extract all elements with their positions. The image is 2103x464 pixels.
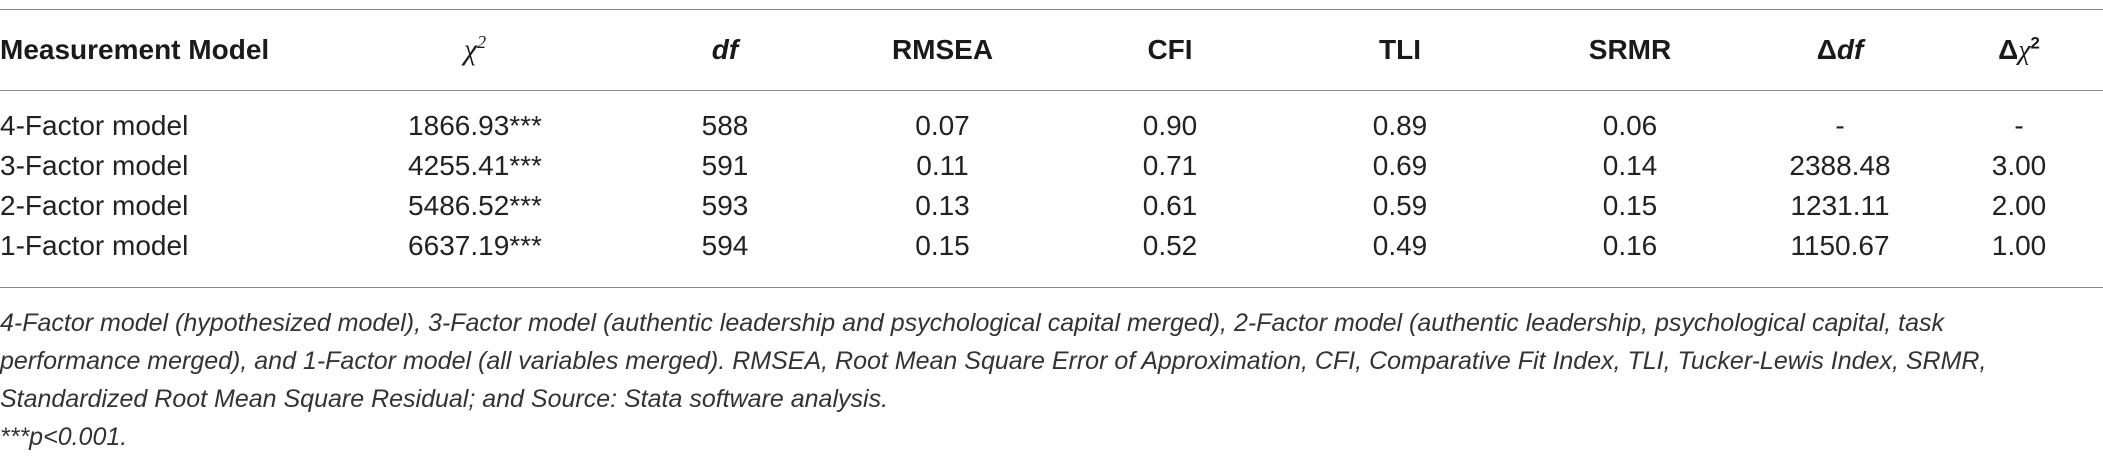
- header-delta-chi-square: [1935, 10, 2103, 90]
- cell-delta-chi-square: 3.00: [1991, 150, 2047, 181]
- header-df: df: [711, 34, 739, 65]
- header-srmr: SRMR: [1588, 34, 1672, 65]
- table-body: [0, 90, 2103, 266]
- cell-chi-square: 5486.52***: [408, 190, 542, 221]
- cell-df: 588: [701, 110, 749, 141]
- table-row: [0, 226, 2103, 266]
- cell-df: 591: [701, 150, 749, 181]
- cell-delta-chi-square: 1.00: [1991, 230, 2047, 261]
- cell-rmsea: 0.07: [915, 110, 970, 141]
- table-row: [0, 186, 2103, 226]
- cell-rmsea: 0.15: [915, 230, 970, 261]
- cell-rmsea: 0.11: [916, 150, 969, 181]
- cell-model: 1-Factor model: [0, 230, 189, 261]
- cell-tli: 0.69: [1372, 150, 1428, 181]
- cell-model: 2-Factor model: [0, 190, 189, 221]
- cell-model: 3-Factor model: [0, 150, 189, 181]
- header-delta-df-delta: Δ: [1816, 34, 1837, 65]
- cell-tli: 0.49: [1372, 230, 1428, 261]
- footnote-line: 4-Factor model (hypothesized model), 3-Factor model (authentic leadership and psychological capital merged), 2-Factor model (authentic leadership, psychological capital, task: [0, 309, 1945, 337]
- cell-cfi: 0.71: [1142, 150, 1198, 181]
- cell-cfi: 0.61: [1142, 190, 1198, 221]
- header-chi-superscript: 2: [477, 32, 487, 52]
- model-fit-table: [0, 10, 2103, 266]
- cell-srmr: 0.16: [1602, 230, 1658, 261]
- cell-tli: 0.89: [1372, 110, 1428, 141]
- cell-srmr: 0.15: [1602, 190, 1658, 221]
- cell-df: 593: [701, 190, 749, 221]
- header-delta-df-df: df: [1836, 34, 1864, 65]
- header-chi-square: [330, 10, 620, 90]
- footnote-line: performance merged), and 1-Factor model (all variables merged). RMSEA, Root Mean Square Error of Approximation, CFI, Comparative Fit Index, TLI, Tucker-Lewis Index, SRMR,: [0, 347, 1987, 375]
- header-tli: TLI: [1379, 34, 1421, 65]
- cell-chi-square: 4255.41***: [408, 150, 542, 181]
- cell-chi-square: 1866.93***: [408, 110, 542, 141]
- cell-model: 4-Factor model: [0, 110, 189, 141]
- significance-note: ***p<0.001.: [0, 423, 128, 451]
- header-cfi: CFI: [1147, 34, 1193, 65]
- table-footnote: [0, 304, 2090, 456]
- cell-srmr: 0.06: [1602, 110, 1658, 141]
- cell-srmr: 0.14: [1602, 150, 1658, 181]
- table-row: [0, 90, 2103, 146]
- cell-delta-chi-square: -: [2014, 110, 2024, 141]
- cell-delta-chi-square: 2.00: [1991, 190, 2047, 221]
- table-bottom-rule: [0, 287, 2103, 288]
- cell-cfi: 0.52: [1142, 230, 1198, 261]
- cell-chi-square: 6637.19***: [408, 230, 542, 261]
- footnote-line: Standardized Root Mean Square Residual; and Source: Stata software analysis.: [0, 385, 889, 413]
- header-delta-chi-delta: Δ: [1998, 33, 2019, 65]
- header-rmsea: RMSEA: [891, 34, 994, 65]
- cell-cfi: 0.90: [1142, 110, 1198, 141]
- header-delta-chi-superscript: 2: [2030, 33, 2040, 53]
- cell-rmsea: 0.13: [915, 190, 970, 221]
- header-measurement-model: Measurement Model: [0, 34, 270, 65]
- cell-delta-df: 1231.11: [1790, 190, 1890, 221]
- header-chi-symbol: χ: [463, 33, 478, 66]
- cell-delta-df: -: [1835, 110, 1845, 141]
- cell-tli: 0.59: [1372, 190, 1428, 221]
- table-header: [0, 10, 2103, 90]
- cell-df: 594: [701, 230, 749, 261]
- header-row: [0, 10, 2103, 90]
- header-delta-df: [1745, 10, 1935, 90]
- table-row: [0, 146, 2103, 186]
- header-delta-chi-symbol: χ: [2018, 34, 2031, 66]
- cell-delta-df: 2388.48: [1789, 150, 1891, 181]
- cell-delta-df: 1150.67: [1790, 230, 1890, 261]
